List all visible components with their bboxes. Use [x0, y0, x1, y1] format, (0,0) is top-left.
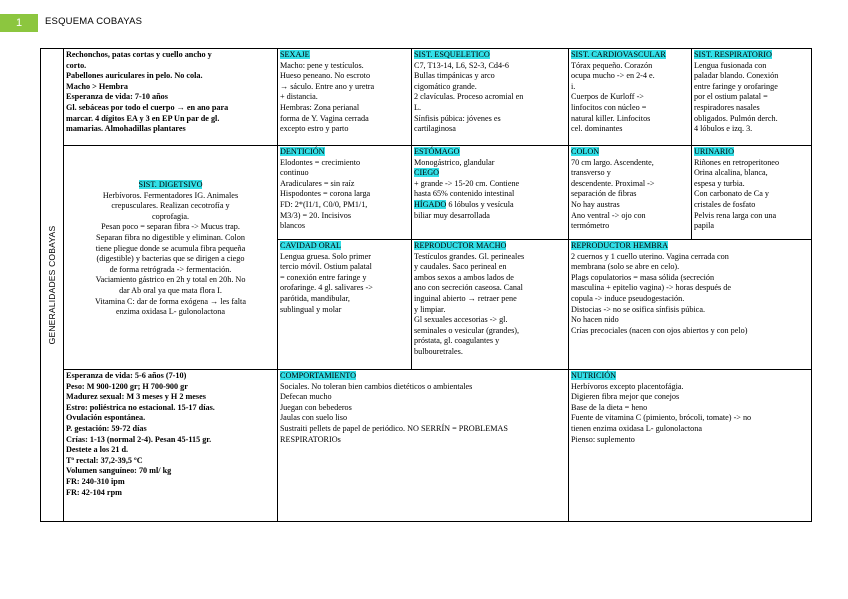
text-line: hasta 65% contenido intestinal: [414, 189, 515, 199]
text-line: coprofagia.: [151, 211, 190, 221]
section-title-denticion: DENTICIÓN: [280, 147, 325, 156]
sexaje-cell: [278, 49, 411, 145]
text-line: forma de Y. Vagina cerrada: [280, 113, 369, 123]
text-line: orofaringe. 4 gl. salivares ->: [280, 283, 373, 293]
text-line: cigomático grande.: [414, 81, 477, 91]
text-line: crepusculares. Realizan cecotrofía y: [111, 201, 230, 211]
text-line: M3/3) = 20. Incisivos: [280, 210, 352, 220]
text-line: Orina alcalina, blanca,: [694, 168, 768, 178]
denticion-cell: [278, 146, 411, 239]
text-line: Lengua fusionada con: [694, 60, 767, 70]
text-line: y caudales. Saco perineal en: [414, 262, 507, 272]
section-title-comportamiento: COMPORTAMIENTO: [280, 371, 357, 380]
colon-cell: [569, 146, 691, 239]
text-line: Crías: 1-13 (normal 2-4). Pesan 45-115 gr.: [66, 434, 212, 444]
section-title-esqueletico: SIST. ESQUELETICO: [414, 50, 490, 59]
text-line: Macho > Hembra: [66, 81, 128, 91]
text-line: Testículos grandes. Gl. perineales: [414, 251, 525, 261]
text-line: + grande -> 15-20 cm. Contiene: [414, 178, 520, 188]
text-line: y limpiar.: [414, 304, 446, 314]
section-title-reproductor-hembra: REPRODUCTOR HEMBRA: [571, 241, 668, 250]
text-line: Pelvis rena larga con una: [694, 210, 777, 220]
section-title-ciego: CIEGO: [414, 168, 440, 178]
text-line: Hueso peneano. No escroto: [280, 71, 371, 81]
text-line: No hacen nido: [571, 315, 619, 325]
text-line: Ano ventral -> ojo con: [571, 210, 646, 220]
text-line: Elodontes = crecimiento: [280, 157, 361, 167]
text-line: Pabellones auriculares in pelo. No cola.: [66, 71, 203, 81]
page-number-badge: 1: [0, 14, 38, 32]
text-line: Vitamina C: dar de forma exógena → les falta: [95, 296, 246, 306]
text-line: 70 cm largo. Ascendente,: [571, 157, 654, 167]
text-line: membrana (solo se abre en celo).: [571, 262, 680, 272]
text-line: separación de fibras: [571, 189, 637, 199]
section-title-colon: COLON: [571, 147, 600, 156]
respiratorio-cell: [692, 49, 812, 145]
text-line: Sociales. No toleran bien cambios dietéticos o ambientales: [280, 381, 473, 391]
text-line: Esperanza de vida: 5-6 años (7-10): [66, 371, 187, 380]
text-line: tienen enzima oxidasa L- gulonolactona: [571, 423, 702, 433]
text-line: Pienso: suplemento: [571, 434, 635, 444]
section-title-reproductor-macho: REPRODUCTOR MACHO: [414, 241, 507, 250]
text-line: i.: [571, 81, 576, 91]
section-title-cavidad-oral: CAVIDAD ORAL: [280, 241, 342, 250]
text-line: Gl. sebáceas por todo el cuerpo → en ano para: [66, 102, 229, 112]
text-line: continuo: [280, 168, 309, 178]
document-title: ESQUEMA COBAYAS: [45, 16, 143, 27]
text-line: Vaciamiento gástrico en 2h y total en 20h. No: [95, 275, 246, 285]
text-line: FR: 42-104 rpm: [66, 487, 122, 497]
text-line: por el ostium palatal =: [694, 92, 768, 102]
text-line: linfocitos con núcleo =: [571, 102, 647, 112]
section-title-urinario: URINARIO: [694, 147, 735, 156]
text-line: Con carbonato de Ca y: [694, 189, 770, 199]
reproductor-hembra-cell: [569, 240, 812, 369]
text-line: Juegan con bebederos: [280, 402, 352, 412]
text-line: espesa y turbia.: [694, 178, 745, 188]
text-line: papila: [694, 221, 715, 231]
section-title-cardiovascular: SIST. CARDIOVASCULAR: [571, 50, 666, 59]
text-line: de forma retrógrada -> fermentación.: [109, 264, 232, 274]
text-line: biliar muy desarrollada: [414, 210, 490, 220]
text-line: 4 lóbulos e izq. 3.: [694, 124, 753, 134]
text-line: ocupa mucho -> en 2-4 e.: [571, 71, 655, 81]
text-line: Digieren fibra mejor que conejos: [571, 392, 680, 402]
text-line: Cuerpos de Kurloff ->: [571, 92, 644, 102]
text-line: 2 clavículas. Proceso acromial en: [414, 92, 524, 102]
text-line: C7, T13-14, L6, S2-3, Cd4-6: [414, 60, 509, 70]
text-line: = conexión entre faringe y: [280, 272, 367, 282]
text-line: tercio móvil. Ostium palatal: [280, 262, 372, 272]
text-line: Hispodontes = corona larga: [280, 189, 371, 199]
text-line: natural killer. Linfocitos: [571, 113, 651, 123]
text-line: Herbívoros excepto placentofágia.: [571, 381, 684, 391]
text-line: Aradiculares = sin raíz: [280, 178, 355, 188]
text-line: Riñones en retroperitoneo: [694, 157, 780, 167]
section-title-nutricion: NUTRICIÓN: [571, 371, 617, 380]
text-line: Defecan mucho: [280, 392, 332, 402]
text-line: RESPIRATORIOs: [280, 434, 341, 444]
text-line: Destete a los 21 d.: [66, 445, 129, 455]
summary-table: [40, 48, 812, 522]
text-line: Separan fibra no digestible y eliminan. Colon: [96, 232, 245, 242]
text-line: seminales o vesicular (grandes),: [414, 325, 520, 335]
text-line: respiradores nasales: [694, 102, 760, 112]
text-line: Rechonchos, patas cortas y cuello ancho y: [66, 50, 212, 59]
text-line: Hembras: Zona perianal: [280, 102, 360, 112]
text-line: blancos: [280, 221, 306, 231]
text-line: transverso y: [571, 168, 611, 178]
text-line: Volumen sanguíneo: 70 ml/ kg: [66, 466, 172, 476]
text-line: obligados. Pulmón derch.: [694, 113, 778, 123]
text-line: tiene pliegue donde se acumula fibra pequeña: [95, 243, 246, 253]
cavidad-oral-cell: [278, 240, 411, 369]
text-line: corto.: [66, 60, 87, 70]
text-line: Madurez sexual: M 3 meses y H 2 meses: [66, 392, 206, 402]
text-line: parótida, mandibular,: [280, 293, 350, 303]
text-line: Lengua gruesa. Solo primer: [280, 251, 371, 261]
general-features-cell: [64, 49, 277, 145]
section-title-respiratorio: SIST. RESPIRATORIO: [694, 50, 772, 59]
section-title-estomago: ESTÓMAGO: [414, 147, 460, 156]
text-line: FR: 240-310 ipm: [66, 476, 125, 486]
text-line: Tª rectal: 37,2-39,5 ºC: [66, 455, 143, 465]
text-line: ano con secreción caseosa. Canal: [414, 283, 523, 293]
text-line: sublingual y molar: [280, 304, 342, 314]
text-line: P. gestación: 59-72 días: [66, 423, 147, 433]
text-line: Plags copulatorios = masa sólida (secreción: [571, 272, 715, 282]
text-line: próstata, gl. coagulantes y: [414, 336, 500, 346]
text-line: descendente. Proximal ->: [571, 178, 655, 188]
nutricion-cell: [569, 370, 812, 521]
reproductor-macho-cell: [412, 240, 568, 369]
text-line: Tórax pequeño. Corazón: [571, 60, 653, 70]
text-line: inguinal abierto → retraer pene: [414, 293, 517, 303]
text-line: Base de la dieta = heno: [571, 402, 648, 412]
text-line: Pesan poco = separan fibra -> Mucus trap.: [101, 222, 240, 232]
text-line: dar Ab oral ya que mata flora I.: [119, 285, 222, 295]
text-line: cartilaginosa: [414, 124, 456, 134]
text-line: bulbouretrales.: [414, 346, 463, 356]
text-line: marcar. 4 dígitos EA y 3 en EP Un par de gl.: [66, 113, 220, 123]
text-line: Fuente de vitamina C (pimiento, brócoli, tomate) -> no: [571, 413, 752, 423]
text-line: Jaulas con suelo liso: [280, 413, 348, 423]
text-line: Esperanza de vida: 7-10 años: [66, 92, 168, 102]
text-line: enzima oxidasa L- gulonolactona: [116, 307, 225, 317]
text-line: excepto estro y parto: [280, 124, 349, 134]
text-line: Gl sexuales accesorias -> gl.: [414, 315, 508, 325]
text-line: masculina + epitelio vagina) -> horas después de: [571, 283, 731, 293]
text-line: Estro: poliéstrica no estacional. 15-17 días.: [66, 402, 215, 412]
section-title-sexaje: SEXAJE: [280, 50, 310, 59]
text-line: Sustraiti pellets de papel de periódico. NO SERRÍN = PROBLEMAS: [280, 423, 508, 433]
text-line: Peso: M 900-1200 gr; H 700-900 gr: [66, 381, 188, 391]
text-line: L.: [414, 102, 422, 112]
document-header: [0, 14, 848, 34]
text-line: 6 lóbulos y vesícula: [446, 199, 514, 209]
text-line: Macho: pene y testículos.: [280, 60, 364, 70]
text-line: 2 cuernos y 1 cuello uterino. Vagina cerrada con: [571, 251, 729, 261]
comportamiento-cell: [278, 370, 568, 521]
text-line: → sáculo. Entre ano y uretra: [280, 81, 375, 91]
text-line: Sínfisis púbica: jóvenes es: [414, 113, 501, 123]
text-line: (digestible) y bacterias que se dirigen a ciego: [96, 254, 245, 264]
section-title-digestivo: SIST. DIGETSIVO: [138, 180, 203, 189]
text-line: termómetro: [571, 221, 610, 231]
text-line: ambos sexos a ambos lados de: [414, 272, 514, 282]
digestivo-cell: [64, 179, 277, 369]
side-label-cell: [41, 49, 63, 521]
text-line: FD: 2*(I1/1, C0/0, PM1/1,: [280, 199, 368, 209]
text-line: Monogástrico, glandular: [414, 157, 495, 167]
esqueletico-cell: [412, 49, 568, 145]
estomago-cell: [412, 146, 568, 239]
text-line: Bullas timpánicas y arco: [414, 71, 495, 81]
text-line: copula -> induce pseudogestación.: [571, 293, 685, 303]
text-line: No hay austras: [571, 199, 620, 209]
text-line: paladar blando. Conexión: [694, 71, 779, 81]
text-line: entre faringe y orofaringe: [694, 81, 778, 91]
urinario-cell: [692, 146, 812, 239]
section-title-higado: HÍGADO: [414, 199, 447, 209]
text-line: Distocias -> no se osifica sínfisis púbica.: [571, 304, 706, 314]
text-line: mamarias. Almohadillas plantares: [66, 124, 186, 134]
text-line: Ovulación espontánea.: [66, 413, 146, 423]
text-line: Herbívoros. Fermentadores IG. Animales: [102, 190, 239, 200]
cardiovascular-cell: [569, 49, 691, 145]
text-line: Crías precociales (nacen con ojos abiertos y con pelo): [571, 325, 748, 335]
text-line: cristales de fosfato: [694, 199, 756, 209]
vital-stats-cell: [64, 370, 277, 521]
text-line: cel. dominantes: [571, 124, 623, 134]
text-line: + distancia.: [280, 92, 318, 102]
side-label: GENERALIDADES COBAYAS: [47, 225, 57, 345]
